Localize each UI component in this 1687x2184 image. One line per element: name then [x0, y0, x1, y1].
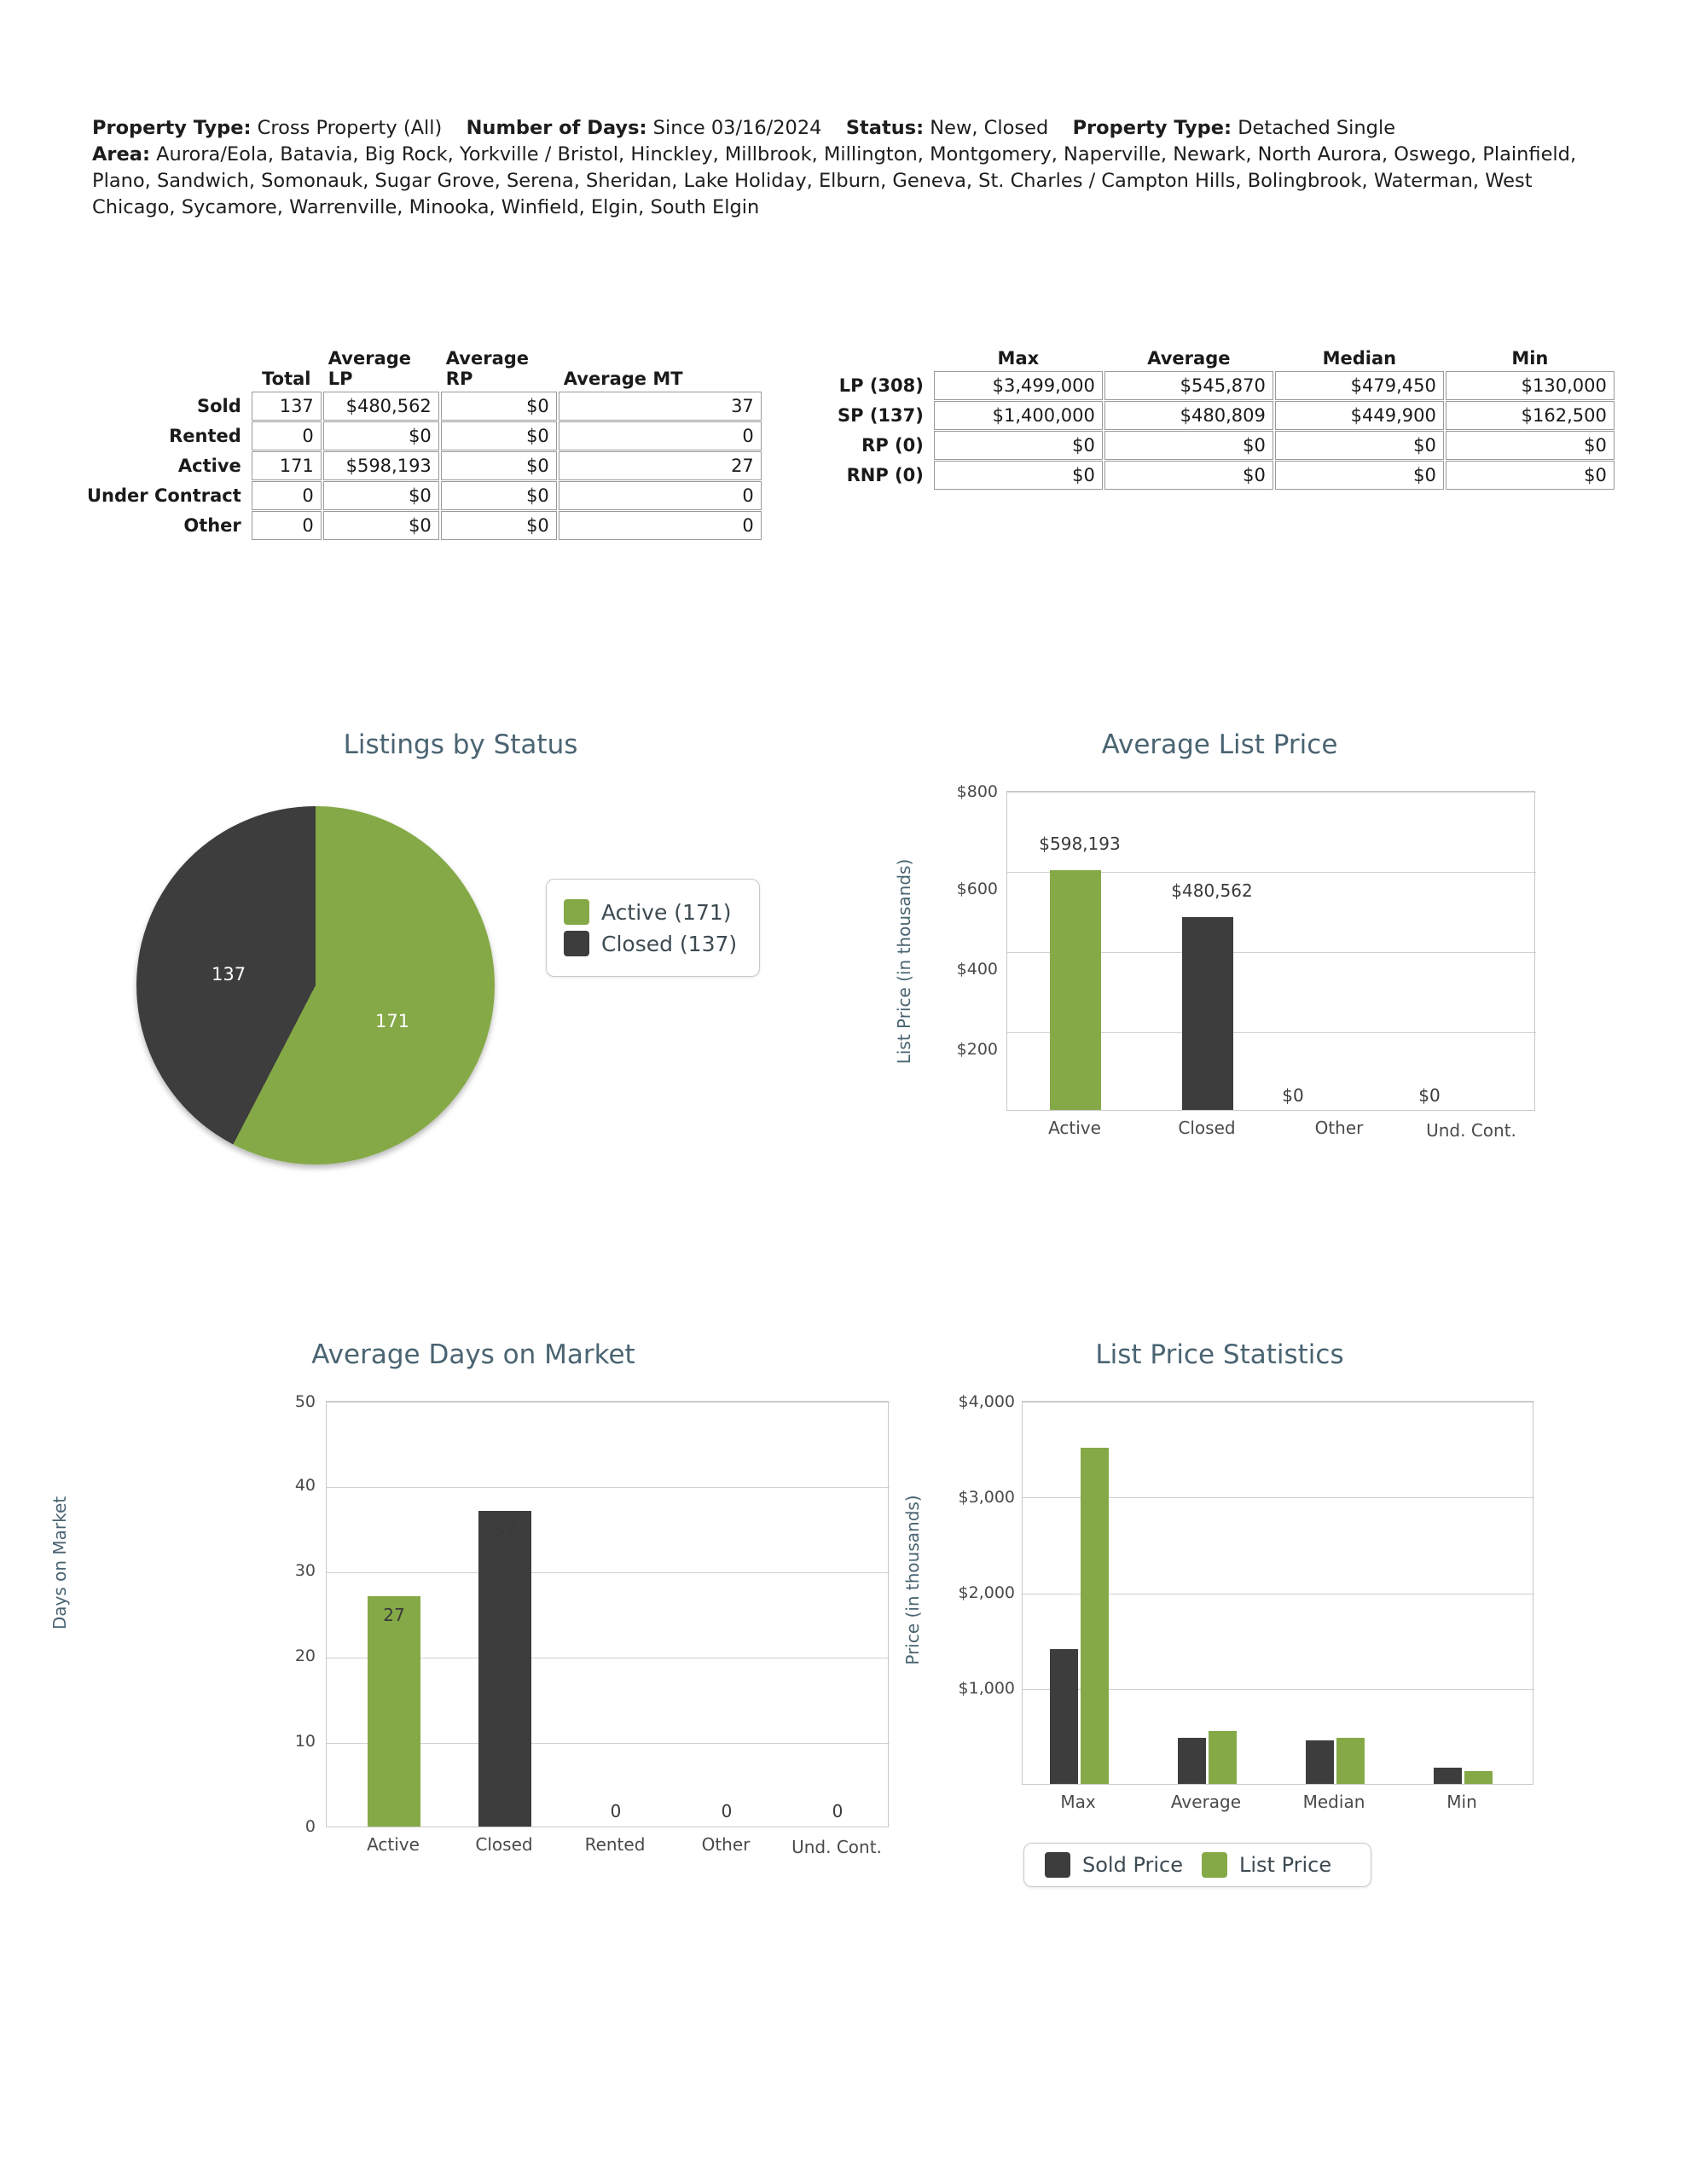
x-tick-other: Other — [701, 1834, 751, 1855]
bar-label-closed: $480,562 — [1171, 880, 1253, 901]
plot-area — [1006, 791, 1535, 1111]
y-tick-50: 50 — [294, 1392, 316, 1411]
cell-active-avg-mt: 27 — [559, 451, 762, 480]
y-tick-800: $800 — [956, 782, 998, 801]
x-tick-closed: Closed — [475, 1834, 533, 1855]
row-label-rp: RP (0) — [861, 435, 924, 456]
bar-median-list-price — [1336, 1738, 1365, 1784]
cell-sp-min: $162,500 — [1446, 401, 1615, 430]
cell-rented-avg-lp: $0 — [323, 421, 439, 450]
summary-table — [85, 346, 763, 541]
legend-swatch-list-price — [1202, 1852, 1227, 1878]
cell-sp-max: $1,400,000 — [934, 401, 1103, 430]
cell-active-avg-rp: $0 — [441, 451, 557, 480]
cell-sold-avg-lp: $480,562 — [323, 392, 439, 421]
bar-active — [368, 1596, 420, 1827]
pie-legend — [546, 879, 760, 977]
col-average-mt: Average MT — [563, 369, 683, 389]
legend-item-active — [564, 899, 737, 925]
criteria-label-status: Status: — [845, 117, 925, 139]
plot-area — [326, 1401, 889, 1827]
row-label-sp: SP (137) — [838, 405, 924, 426]
chart-average-list-price — [861, 729, 1629, 1310]
cell-sp-average: $480,809 — [1104, 401, 1273, 430]
x-tick-max: Max — [1060, 1792, 1096, 1812]
legend-swatch-sold-price — [1045, 1852, 1070, 1878]
criteria-value-property-type-2: Detached Single — [1238, 117, 1396, 139]
x-tick-min: Min — [1446, 1792, 1477, 1812]
chart-title: Average List Price — [1101, 729, 1338, 760]
row-label-rnp: RNP (0) — [846, 465, 924, 485]
bar-closed — [1182, 917, 1233, 1110]
pie-slice-label-active: 171 — [375, 1011, 410, 1031]
legend-swatch-closed — [564, 931, 589, 956]
gridline — [327, 1572, 890, 1573]
gridline — [327, 1487, 890, 1488]
cell-under-contract-avg-rp: $0 — [441, 481, 557, 510]
table-row — [838, 431, 1615, 460]
col-min: Min — [1511, 348, 1549, 369]
report-criteria — [92, 115, 1619, 221]
col-median: Median — [1322, 348, 1397, 369]
bar-max-list-price — [1081, 1448, 1109, 1784]
cell-active-avg-lp: $598,193 — [323, 451, 439, 480]
bar-active — [1050, 870, 1101, 1110]
row-label-active: Active — [177, 456, 241, 476]
chart-listings-by-status — [85, 729, 836, 1258]
legend-swatch-active — [564, 899, 589, 925]
y-tick-600: $600 — [956, 880, 998, 898]
cell-sold-total: 137 — [252, 392, 322, 421]
pie-chart — [136, 806, 495, 1165]
row-label-lp: LP (308) — [838, 375, 924, 396]
cell-rp-max: $0 — [934, 431, 1103, 460]
cell-under-contract-avg-lp: $0 — [323, 481, 439, 510]
col-average-rp: Average RP — [445, 348, 530, 389]
bar-average-list-price — [1209, 1731, 1237, 1784]
cell-under-contract-total: 0 — [252, 481, 322, 510]
table-row — [87, 421, 762, 450]
y-tick-400: $400 — [956, 960, 998, 979]
gridline — [1023, 1402, 1534, 1403]
cell-sp-median: $449,900 — [1275, 401, 1444, 430]
bar-label-active: 27 — [383, 1605, 405, 1625]
col-blank — [87, 346, 250, 391]
y-tick-20: 20 — [294, 1647, 316, 1665]
legend-item-sold-price — [1045, 1852, 1183, 1878]
x-tick-closed: Closed — [1178, 1118, 1236, 1138]
criteria-value-area: Aurora/Eola, Batavia, Big Rock, Yorkville / Bristol, Hinckley, Millbrook, Millington, Montgomery, Naperville, Newark, North Aurora, Oswego, Plainfield, Plano, Sandwich, Somonauk, Sugar Grove, Serena, Sheridan, Lake Holiday, Elburn, Geneva, St. Charles / Campton Hills, Bolingbrook, Waterman, West Chicago, Sycamore, Warrenville, Minooka, Winfield, Elgin, South Elgin — [92, 143, 1577, 218]
y-tick-1000: $1,000 — [958, 1679, 1015, 1698]
table-row — [87, 392, 762, 421]
y-axis-label: Price (in thousands) — [902, 1495, 923, 1665]
gridline — [327, 1402, 890, 1403]
cell-rp-average: $0 — [1104, 431, 1273, 460]
bar-label-rented: 0 — [610, 1801, 622, 1821]
criteria-value-status: New, Closed — [930, 117, 1049, 139]
chart-legend — [1023, 1843, 1371, 1887]
bar-min-list-price — [1464, 1771, 1493, 1784]
cell-under-contract-avg-mt: 0 — [559, 481, 762, 510]
y-tick-0: 0 — [304, 1817, 316, 1836]
y-tick-30: 30 — [294, 1561, 316, 1580]
x-tick-active: Active — [367, 1834, 420, 1855]
x-tick-average: Average — [1170, 1792, 1242, 1812]
bar-label-other: $0 — [1282, 1085, 1304, 1106]
table-row — [87, 451, 762, 480]
cell-rented-avg-mt: 0 — [559, 421, 762, 450]
cell-sold-avg-mt: 37 — [559, 392, 762, 421]
cell-lp-min: $130,000 — [1446, 371, 1615, 400]
criteria-label-area: Area: — [92, 143, 150, 166]
cell-rp-median: $0 — [1275, 431, 1444, 460]
cell-rented-avg-rp: $0 — [441, 421, 557, 450]
cell-other-avg-lp: $0 — [323, 511, 439, 540]
legend-label-closed: Closed (137) — [601, 931, 738, 956]
criteria-value-property-type-1: Cross Property (All) — [257, 117, 443, 139]
plot-area — [1022, 1401, 1533, 1785]
bar-median-sold-price — [1306, 1740, 1334, 1784]
criteria-value-number-of-days: Since 03/16/2024 — [652, 117, 822, 139]
pie-slice-label-closed: 137 — [212, 964, 246, 985]
y-axis-label: List Price (in thousands) — [894, 858, 914, 1065]
bar-label-und-cont: 0 — [832, 1801, 844, 1821]
criteria-label-property-type-2: Property Type: — [1072, 117, 1232, 139]
chart-list-price-statistics — [861, 1339, 1629, 1937]
col-average-lp: Average LP — [328, 348, 412, 389]
bar-label-other: 0 — [721, 1801, 733, 1821]
bar-label-und-cont: $0 — [1418, 1085, 1441, 1106]
x-tick-und-cont: Und. Cont. — [791, 1837, 882, 1857]
legend-item-list-price — [1202, 1852, 1331, 1878]
table-row — [838, 461, 1615, 490]
gridline — [1007, 792, 1536, 793]
x-tick-median: Median — [1302, 1792, 1365, 1812]
chart-title: List Price Statistics — [1095, 1339, 1344, 1370]
bar-closed — [478, 1511, 531, 1827]
pie-graphic — [136, 806, 495, 1165]
cell-other-avg-mt: 0 — [559, 511, 762, 540]
price-stats-table — [836, 346, 1616, 491]
cell-active-total: 171 — [252, 451, 322, 480]
table-header-row — [838, 346, 1615, 370]
bar-min-sold-price — [1434, 1768, 1462, 1784]
y-tick-4000: $4,000 — [958, 1392, 1015, 1411]
col-average: Average — [1147, 348, 1231, 369]
row-label-rented: Rented — [169, 426, 241, 446]
cell-lp-average: $545,870 — [1104, 371, 1273, 400]
cell-other-total: 0 — [252, 511, 322, 540]
y-tick-10: 10 — [294, 1732, 316, 1751]
legend-label-sold-price: Sold Price — [1082, 1853, 1183, 1877]
legend-label-active: Active (171) — [601, 899, 732, 925]
x-tick-und-cont: Und. Cont. — [1426, 1120, 1516, 1141]
criteria-label-property-type-1: Property Type: — [92, 117, 252, 139]
y-tick-2000: $2,000 — [958, 1583, 1015, 1602]
cell-lp-median: $479,450 — [1275, 371, 1444, 400]
bar-max-sold-price — [1050, 1649, 1078, 1784]
x-tick-rented: Rented — [584, 1834, 646, 1855]
bar-average-sold-price — [1178, 1738, 1206, 1784]
table-row — [838, 401, 1615, 430]
cell-rnp-median: $0 — [1275, 461, 1444, 490]
cell-lp-max: $3,499,000 — [934, 371, 1103, 400]
col-max: Max — [997, 348, 1040, 369]
y-tick-40: 40 — [294, 1476, 316, 1495]
y-axis-label: Days on Market — [49, 1496, 70, 1630]
chart-title: Average Days on Market — [311, 1339, 635, 1370]
chart-average-days-on-market — [49, 1339, 882, 1920]
table-header-row — [87, 346, 762, 391]
cell-sold-avg-rp: $0 — [441, 392, 557, 421]
x-tick-other: Other — [1314, 1118, 1364, 1138]
y-tick-3000: $3,000 — [958, 1488, 1015, 1507]
table-row — [87, 511, 762, 540]
bar-label-closed: 37 — [494, 1519, 516, 1540]
bar-label-active: $598,193 — [1039, 834, 1121, 854]
table-row — [838, 371, 1615, 400]
col-blank — [838, 346, 932, 370]
row-label-under-contract: Under Contract — [87, 485, 241, 506]
legend-item-closed — [564, 931, 737, 956]
cell-rnp-max: $0 — [934, 461, 1103, 490]
cell-rnp-min: $0 — [1446, 461, 1615, 490]
row-label-other: Other — [183, 515, 241, 536]
legend-label-list-price: List Price — [1239, 1853, 1332, 1877]
table-row — [87, 481, 762, 510]
x-tick-active: Active — [1048, 1118, 1101, 1138]
col-total: Total — [262, 369, 311, 389]
criteria-label-number-of-days: Number of Days: — [466, 117, 647, 139]
cell-rnp-average: $0 — [1104, 461, 1273, 490]
cell-rp-min: $0 — [1446, 431, 1615, 460]
y-tick-200: $200 — [956, 1040, 998, 1059]
cell-other-avg-rp: $0 — [441, 511, 557, 540]
row-label-sold: Sold — [197, 396, 241, 416]
chart-title: Listings by Status — [343, 729, 578, 760]
cell-rented-total: 0 — [252, 421, 322, 450]
